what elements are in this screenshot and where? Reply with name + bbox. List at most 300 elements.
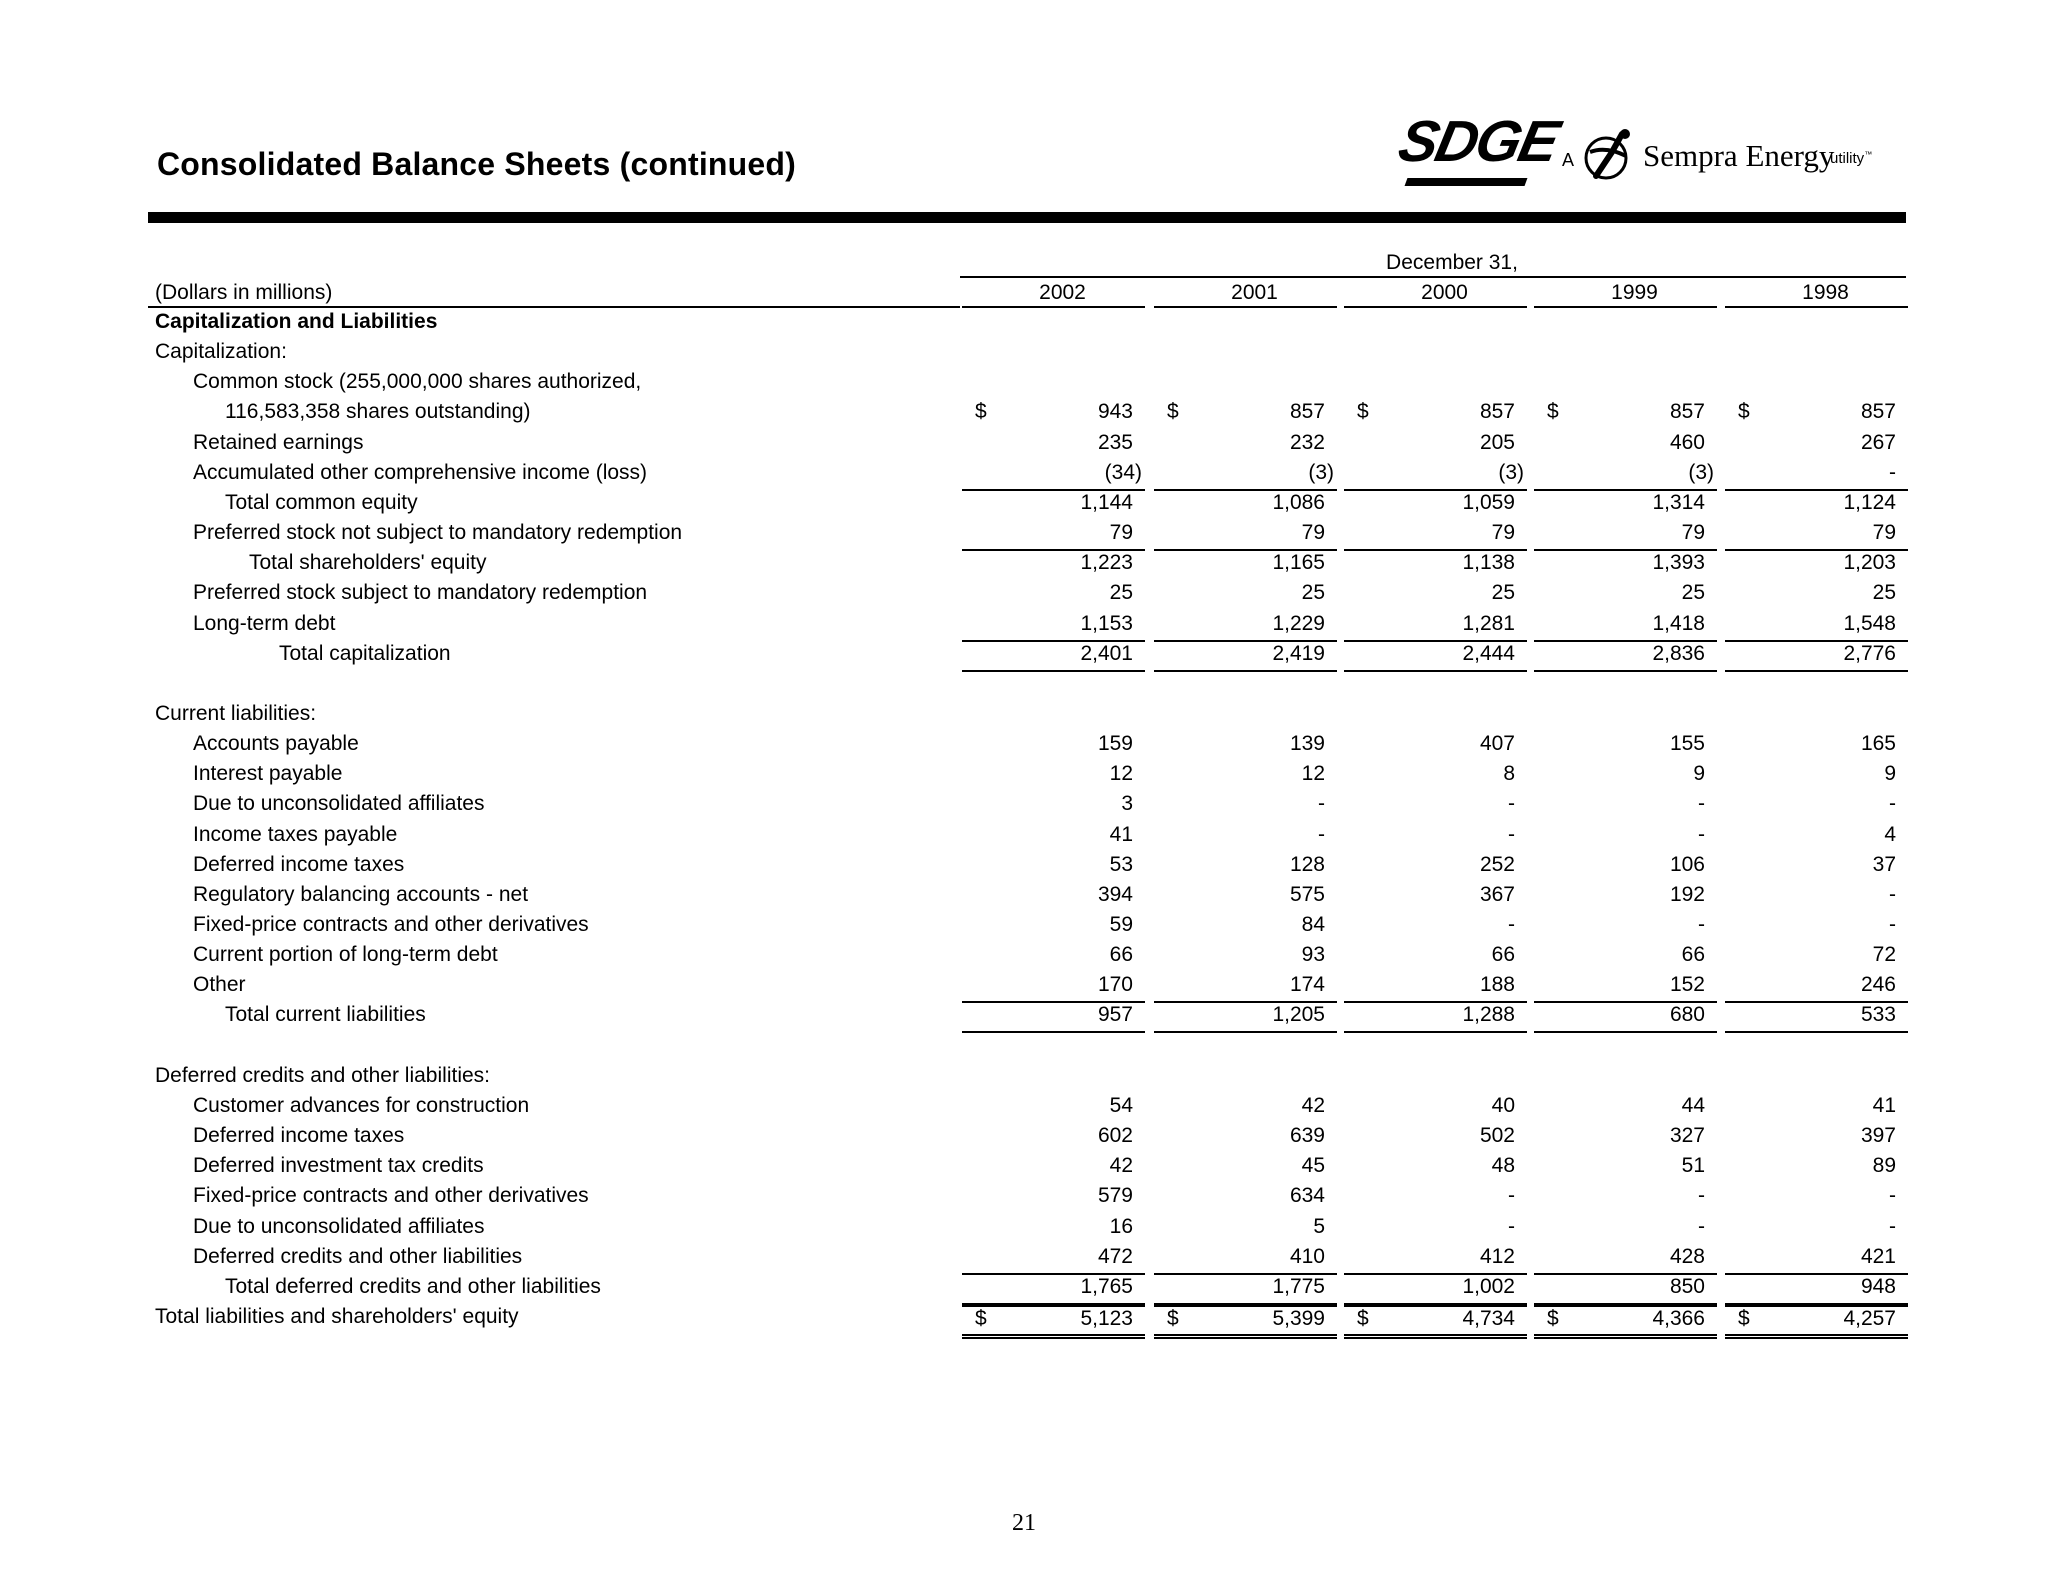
table-row [0, 913, 2048, 943]
cell-value: 155 [1669, 732, 1705, 755]
cell-value: 159 [1097, 732, 1133, 755]
table-row [0, 1275, 2048, 1305]
cell-value: 857 [1479, 400, 1515, 423]
value-cell [1154, 943, 1337, 971]
cell-value: 957 [1097, 1003, 1133, 1026]
cell-value: 502 [1479, 1124, 1515, 1147]
cell-value: 1,765 [1080, 1275, 1133, 1298]
sempra-torch-icon [1582, 126, 1638, 186]
value-cell [1154, 642, 1337, 672]
value-cell [962, 823, 1145, 851]
cell-value: - [1698, 823, 1705, 846]
cell-value: 857 [1860, 400, 1896, 423]
value-cell [962, 883, 1145, 911]
value-cell [1154, 581, 1337, 609]
value-cell [1725, 521, 1908, 551]
row-label: Capitalization: [155, 340, 287, 363]
table-row [0, 642, 2048, 672]
cell-value: 54 [1109, 1094, 1133, 1117]
logo-utility-word: utility [1830, 150, 1865, 167]
value-cell [1154, 973, 1337, 1003]
cell-value: 4,734 [1462, 1307, 1515, 1330]
cell-value: 1,144 [1080, 491, 1133, 514]
row-label: Fixed-price contracts and other derivatives [193, 1184, 589, 1207]
cell-value: 1,418 [1652, 612, 1705, 635]
value-cell [962, 762, 1145, 790]
value-cell [1344, 1124, 1527, 1152]
value-cell [1534, 883, 1717, 911]
value-cell [1725, 973, 1908, 1003]
cell-value: 5 [1313, 1215, 1325, 1238]
cell-value: 367 [1479, 883, 1515, 906]
value-cell [962, 1245, 1145, 1275]
table-row [0, 1245, 2048, 1275]
page-title: Consolidated Balance Sheets (continued) [157, 146, 797, 182]
cell-value: 4,366 [1652, 1307, 1705, 1330]
cell-value: 943 [1097, 400, 1133, 423]
value-cell [1154, 1215, 1337, 1243]
logo-utility-text [1830, 150, 1872, 167]
cell-value: 533 [1860, 1003, 1896, 1026]
value-cell [1534, 762, 1717, 790]
value-cell [1154, 1305, 1337, 1339]
value-cell [1344, 461, 1527, 491]
value-cell [1344, 521, 1527, 551]
value-cell [1534, 581, 1717, 609]
row-label: Retained earnings [193, 431, 364, 454]
cell-value: 188 [1479, 973, 1515, 996]
value-cell [1725, 913, 1908, 941]
cell-value: 1,153 [1080, 612, 1133, 635]
cell-value: (3) [1308, 461, 1334, 484]
cell-value: 850 [1669, 1275, 1705, 1298]
row-label: Accounts payable [193, 732, 359, 755]
row-label: Preferred stock subject to mandatory redemption [193, 581, 648, 604]
currency-symbol: $ [1547, 400, 1559, 423]
value-cell [1725, 823, 1908, 851]
cell-value: 25 [1872, 581, 1896, 604]
value-cell [1534, 853, 1717, 881]
cell-value: 2,419 [1272, 642, 1325, 665]
cell-value: 8 [1503, 762, 1515, 785]
value-cell [1534, 431, 1717, 459]
value-cell [1534, 1154, 1717, 1182]
value-cell [1344, 913, 1527, 941]
table-row [0, 823, 2048, 853]
sdge-logo-bar [1405, 178, 1528, 186]
units-label: (Dollars in millions) [155, 281, 333, 304]
cell-value: 857 [1289, 400, 1325, 423]
cell-value: 42 [1301, 1094, 1325, 1117]
value-cell [1344, 1184, 1527, 1212]
cell-value: 89 [1872, 1154, 1896, 1177]
value-cell [1725, 431, 1908, 459]
value-cell [962, 1124, 1145, 1152]
currency-symbol: $ [1167, 400, 1179, 423]
cell-value: 42 [1109, 1154, 1133, 1177]
value-cell [1154, 732, 1337, 760]
cell-value: 2,776 [1843, 642, 1896, 665]
table-row [0, 883, 2048, 913]
value-cell [962, 521, 1145, 551]
cell-value: 1,548 [1843, 612, 1896, 635]
currency-symbol: $ [1738, 1307, 1750, 1330]
cell-value: 472 [1097, 1245, 1133, 1268]
value-cell [1534, 1094, 1717, 1122]
value-cell [1154, 612, 1337, 642]
cell-value: 45 [1301, 1154, 1325, 1177]
sdge-logo: SDGE [1393, 109, 1564, 174]
value-cell [1725, 642, 1908, 672]
value-cell [962, 431, 1145, 459]
value-cell [962, 491, 1145, 519]
year-header: 1999 [1611, 281, 1658, 304]
value-cell [1725, 1154, 1908, 1182]
cell-value: 79 [1491, 521, 1515, 544]
value-cell [1154, 1124, 1337, 1152]
page-number: 21 [1012, 1510, 1036, 1536]
cell-value: 1,086 [1272, 491, 1325, 514]
value-cell [1725, 400, 1908, 428]
cell-value: 327 [1669, 1124, 1705, 1147]
row-label: Customer advances for construction [193, 1094, 530, 1117]
value-cell [1725, 581, 1908, 609]
cell-value: - [1889, 461, 1896, 484]
row-label: Income taxes payable [193, 823, 398, 846]
value-cell [1344, 1154, 1527, 1182]
table-row [0, 1184, 2048, 1214]
row-label: Current liabilities: [155, 702, 317, 725]
table-row [0, 400, 2048, 430]
value-cell [1344, 732, 1527, 760]
year-header-rule [1534, 306, 1717, 308]
value-cell [1344, 762, 1527, 790]
value-cell [962, 853, 1145, 881]
year-header: 2001 [1231, 281, 1278, 304]
cell-value: 394 [1097, 883, 1133, 906]
cell-value: 407 [1479, 732, 1515, 755]
value-cell [1154, 883, 1337, 911]
year-header-rule [1344, 306, 1527, 308]
value-cell [1725, 792, 1908, 820]
table-row [0, 521, 2048, 551]
currency-symbol: $ [1357, 400, 1369, 423]
row-label: Total common equity [225, 491, 418, 514]
currency-symbol: $ [1357, 1307, 1369, 1330]
value-cell [1154, 521, 1337, 551]
value-cell [1154, 551, 1337, 579]
value-cell [1725, 612, 1908, 642]
title-rule [148, 212, 1906, 223]
cell-value: - [1698, 913, 1705, 936]
cell-value: 1,288 [1462, 1003, 1515, 1026]
row-label: Deferred income taxes [193, 1124, 405, 1147]
value-cell [1725, 943, 1908, 971]
value-cell [1344, 1215, 1527, 1243]
value-cell [1154, 1275, 1337, 1305]
value-cell [1534, 1245, 1717, 1275]
currency-symbol: $ [1738, 400, 1750, 423]
value-cell [1154, 491, 1337, 519]
cell-value: 267 [1860, 431, 1896, 454]
cell-value: 25 [1681, 581, 1705, 604]
cell-value: 66 [1681, 943, 1705, 966]
value-cell [1344, 491, 1527, 519]
cell-value: 602 [1097, 1124, 1133, 1147]
value-cell [1154, 913, 1337, 941]
cell-value: 579 [1097, 1184, 1133, 1207]
cell-value: 4 [1884, 823, 1896, 846]
value-cell [1344, 1094, 1527, 1122]
row-label: Deferred credits and other liabilities [193, 1245, 523, 1268]
cell-value: 1,138 [1462, 551, 1515, 574]
cell-value: 1,059 [1462, 491, 1515, 514]
value-cell [1725, 1215, 1908, 1243]
cell-value: 1,223 [1080, 551, 1133, 574]
value-cell [1344, 883, 1527, 911]
value-cell [962, 1305, 1145, 1339]
cell-value: 139 [1289, 732, 1325, 755]
value-cell [1725, 1003, 1908, 1033]
value-cell [1534, 461, 1717, 491]
cell-value: - [1508, 913, 1515, 936]
row-label: Long-term debt [193, 612, 336, 635]
row-label: Interest payable [193, 762, 343, 785]
table-row [0, 973, 2048, 1003]
cell-value: - [1508, 1215, 1515, 1238]
table-row [0, 853, 2048, 883]
cell-value: 252 [1479, 853, 1515, 876]
row-label: Capitalization and Liabilities [155, 310, 438, 333]
cell-value: 72 [1872, 943, 1896, 966]
row-label: Common stock (255,000,000 shares authorized, [193, 370, 642, 393]
cell-value: 25 [1109, 581, 1133, 604]
value-cell [1534, 521, 1717, 551]
value-cell [1534, 642, 1717, 672]
value-cell [1154, 1154, 1337, 1182]
value-cell [1725, 1094, 1908, 1122]
cell-value: 48 [1491, 1154, 1515, 1177]
cell-value: 680 [1669, 1003, 1705, 1026]
currency-symbol: $ [1547, 1307, 1559, 1330]
cell-value: 106 [1669, 853, 1705, 876]
value-cell [962, 642, 1145, 672]
sempra-logo-text: Sempra Energy [1643, 138, 1835, 173]
cell-value: - [1698, 1184, 1705, 1207]
row-label: Preferred stock not subject to mandatory redemption [193, 521, 683, 544]
cell-value: - [1508, 792, 1515, 815]
cell-value: 412 [1479, 1245, 1515, 1268]
cell-value: - [1889, 883, 1896, 906]
currency-symbol: $ [975, 1307, 987, 1330]
row-label: Due to unconsolidated affiliates [193, 792, 485, 815]
value-cell [1344, 400, 1527, 428]
value-cell [1154, 853, 1337, 881]
value-cell [1154, 461, 1337, 491]
value-cell [1725, 1184, 1908, 1212]
value-cell [1534, 400, 1717, 428]
cell-value: 634 [1289, 1184, 1325, 1207]
cell-value: (34) [1104, 461, 1142, 484]
year-header: 1998 [1802, 281, 1849, 304]
cell-value: 12 [1301, 762, 1325, 785]
cell-value: - [1698, 1215, 1705, 1238]
year-header: 2000 [1421, 281, 1468, 304]
cell-value: 460 [1669, 431, 1705, 454]
cell-value: 1,281 [1462, 612, 1515, 635]
year-header-rule [1725, 306, 1908, 308]
table-row [0, 702, 2048, 732]
row-label: Deferred income taxes [193, 853, 405, 876]
cell-value: 93 [1301, 943, 1325, 966]
row-label: Accumulated other comprehensive income (loss) [193, 461, 648, 484]
table-row [0, 1124, 2048, 1154]
cell-value: 428 [1669, 1245, 1705, 1268]
spacer-row [0, 672, 2048, 702]
value-cell [1344, 943, 1527, 971]
value-cell [1725, 551, 1908, 579]
value-cell [1534, 823, 1717, 851]
value-cell [1344, 1003, 1527, 1033]
row-label: Regulatory balancing accounts - net [193, 883, 529, 906]
cell-value: 9 [1884, 762, 1896, 785]
value-cell [1534, 1003, 1717, 1033]
cell-value: (3) [1688, 461, 1714, 484]
value-cell [962, 581, 1145, 609]
row-label: Deferred investment tax credits [193, 1154, 484, 1177]
value-cell [1344, 1275, 1527, 1305]
cell-value: 246 [1860, 973, 1896, 996]
value-cell [1154, 823, 1337, 851]
year-header-rule [1154, 306, 1337, 308]
cell-value: 25 [1491, 581, 1515, 604]
company-logo [1393, 108, 1920, 198]
value-cell [1154, 400, 1337, 428]
cell-value: 12 [1109, 762, 1133, 785]
table-row [0, 1094, 2048, 1124]
spacer-row [0, 1034, 2048, 1064]
value-cell [1344, 1305, 1527, 1339]
value-cell [1725, 762, 1908, 790]
table-row [0, 1305, 2048, 1335]
row-label: Total capitalization [279, 642, 451, 665]
row-label: Total current liabilities [225, 1003, 426, 1026]
cell-value: 5,123 [1080, 1307, 1133, 1330]
cell-value: - [1318, 792, 1325, 815]
cell-value: 152 [1669, 973, 1705, 996]
value-cell [962, 612, 1145, 642]
table-row [0, 491, 2048, 521]
value-cell [1344, 973, 1527, 1003]
value-cell [1534, 732, 1717, 760]
cell-value: 410 [1289, 1245, 1325, 1268]
value-cell [962, 461, 1145, 491]
units-rule [148, 306, 960, 308]
table-row [0, 551, 2048, 581]
value-cell [1534, 1305, 1717, 1339]
cell-value: 41 [1872, 1094, 1896, 1117]
value-cell [962, 1215, 1145, 1243]
row-label: Other [193, 973, 246, 996]
value-cell [962, 1094, 1145, 1122]
cell-value: 2,836 [1652, 642, 1705, 665]
cell-value: 1,203 [1843, 551, 1896, 574]
cell-value: - [1889, 792, 1896, 815]
value-cell [1534, 1275, 1717, 1305]
year-header: 2002 [1039, 281, 1086, 304]
value-cell [962, 400, 1145, 428]
cell-value: 79 [1301, 521, 1325, 544]
cell-value: - [1889, 913, 1896, 936]
cell-value: 79 [1681, 521, 1705, 544]
value-cell [1725, 1305, 1908, 1339]
table-row [0, 340, 2048, 370]
table-row [0, 762, 2048, 792]
value-cell [1725, 732, 1908, 760]
table-row [0, 310, 2048, 340]
table-row [0, 943, 2048, 973]
value-cell [1154, 1184, 1337, 1212]
cell-value: - [1508, 1184, 1515, 1207]
value-cell [1534, 1184, 1717, 1212]
cell-value: 128 [1289, 853, 1325, 876]
cell-value: 79 [1109, 521, 1133, 544]
cell-value: 79 [1872, 521, 1896, 544]
value-cell [1725, 1245, 1908, 1275]
cell-value: 25 [1301, 581, 1325, 604]
logo-prefix: A [1562, 150, 1575, 170]
value-cell [962, 1184, 1145, 1212]
value-cell [1344, 1245, 1527, 1275]
cell-value: 397 [1860, 1124, 1896, 1147]
value-cell [962, 551, 1145, 579]
cell-value: 948 [1860, 1275, 1896, 1298]
table-row [0, 1003, 2048, 1033]
cell-value: 1,393 [1652, 551, 1705, 574]
row-label: Due to unconsolidated affiliates [193, 1215, 485, 1238]
cell-value: 235 [1097, 431, 1133, 454]
value-cell [1344, 612, 1527, 642]
year-header-rule [962, 306, 1145, 308]
cell-value: 857 [1669, 400, 1705, 423]
value-cell [1154, 762, 1337, 790]
cell-value: 174 [1289, 973, 1325, 996]
value-cell [1725, 883, 1908, 911]
table-row [0, 612, 2048, 642]
table-row [0, 461, 2048, 491]
row-label: Total liabilities and shareholders' equity [155, 1305, 519, 1328]
currency-symbol: $ [1167, 1307, 1179, 1330]
trademark-mark: ™ [1864, 150, 1873, 159]
cell-value: 37 [1872, 853, 1896, 876]
period-rule [960, 276, 1906, 278]
row-label: 116,583,358 shares outstanding) [225, 400, 531, 423]
value-cell [1534, 913, 1717, 941]
row-label: Total shareholders' equity [249, 551, 487, 574]
cell-value: 170 [1097, 973, 1133, 996]
value-cell [1344, 431, 1527, 459]
value-cell [1534, 551, 1717, 579]
value-cell [1534, 973, 1717, 1003]
cell-value: 66 [1109, 943, 1133, 966]
value-cell [962, 973, 1145, 1003]
cell-value: 5,399 [1272, 1307, 1325, 1330]
cell-value: - [1318, 823, 1325, 846]
value-cell [1154, 431, 1337, 459]
table-row [0, 431, 2048, 461]
value-cell [1154, 1003, 1337, 1033]
cell-value: 59 [1109, 913, 1133, 936]
